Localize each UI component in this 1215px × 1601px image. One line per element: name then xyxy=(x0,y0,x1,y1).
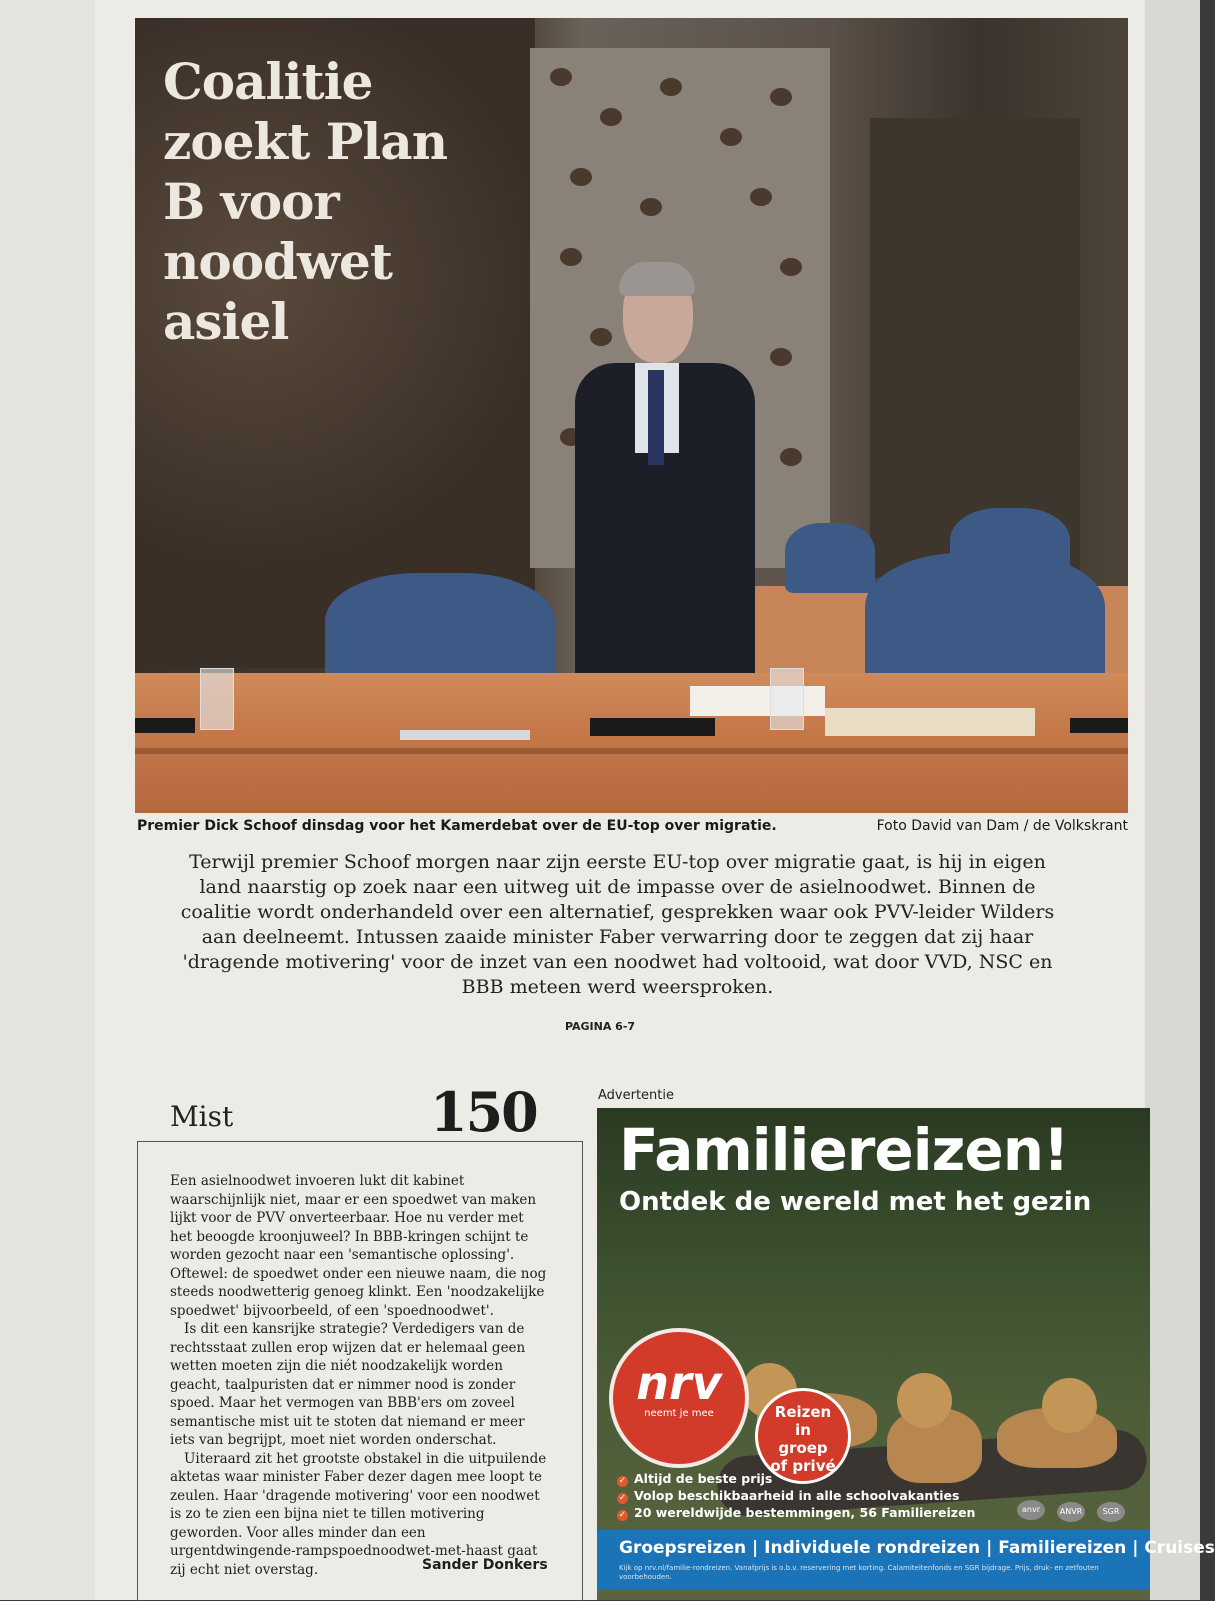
column-paragraph: Een asielnoodwet invoeren lukt dit kabinet waarschijnlijk niet, maar er een spoedwet van maken lijkt voor de PVV onverteerbaar. Hoe nu verder met het beoogde kroonjuweel? In BBB-kringen schijnt te worden gezocht naar een 'semantische oplossing'. Oftewel: de spoedwet onder een nieuwe naam, die nog steeds noodwetterig genoeg klinkt. Een 'noodzakelijke spoedwet' bijvoorbeeld, of een 'spoednoodwet'. xyxy=(170,1173,547,1319)
usp-item xyxy=(617,1488,1117,1504)
usp-text: 20 wereldwijde bestemmingen, 56 Familiereizen xyxy=(634,1505,976,1520)
column-number: 150 xyxy=(430,1080,537,1144)
check-icon: ✓ xyxy=(618,1476,627,1486)
ad-subtitle: Ontdek de wereld met het gezin xyxy=(619,1187,1092,1217)
headline: Coalitie zoekt Plan B voor noodwet asiel xyxy=(163,52,448,351)
desk-edge xyxy=(135,748,1128,754)
stone xyxy=(640,198,662,216)
chair xyxy=(865,553,1105,688)
lead-paragraph: Terwijl premier Schoof morgen naar zijn eerste EU-top over migratie gaat, is hij in eigen land naarstig op zoek naar een uitweg uit de impasse over de asielnoodwet. Binnen de coalitie wordt onderhandeld over een alternatief, gesprekken waar ook PVV-leider Wilders aan deelneemt. Intussen zaaide minister Faber verwarring door te zeggen dat zij haar 'dragende motivering' voor de inzet van een noodwet had voltooid, wat door VVD, NSC en BBB meteen werd weersproken. xyxy=(180,851,1055,998)
microphone-base xyxy=(135,718,195,733)
person-hair xyxy=(619,262,695,296)
check-icon: ✓ xyxy=(618,1510,627,1520)
stone xyxy=(770,88,792,106)
person-tie xyxy=(648,370,664,465)
stone xyxy=(770,348,792,366)
column-title: Mist xyxy=(170,1100,234,1133)
desk xyxy=(135,673,1128,813)
microphone-base xyxy=(590,718,715,736)
check-icon: ✓ xyxy=(618,1493,627,1503)
ad-fine-print: Kijk op nrv.nl/familie-rondreizen. Vanafprijs is o.b.v. reservering met korting. Calamiteitenfonds en SGR bijdrage. Prijs, druk- en zetfouten voorbehouden. xyxy=(619,1564,1099,1581)
paper xyxy=(825,708,1035,736)
stone xyxy=(780,258,802,276)
page-reference: PAGINA 6-7 xyxy=(564,1020,636,1033)
certification-icon: anvr xyxy=(1017,1500,1045,1520)
stone xyxy=(660,78,682,96)
column-paragraph: Is dit een kansrijke strategie? Verdedigers van de rechtsstaat zullen erop wijzen dat er helemaal geen wetten moeten zijn die niét noodzakelijk worden geacht, taalpuristen dat er nimmer nood is zonder spoed. Maar het vermogen van BBB'ers om zoveel semantische mist uit te stoten dat niemand er meer iets van begrijpt, moet niet worden onderschat. xyxy=(170,1321,526,1448)
usp-text: Volop beschikbaarheid in alle schoolvakanties xyxy=(634,1488,960,1503)
ad-categories: Groepsreizen | Individuele rondreizen | Familiereizen | Cruises xyxy=(619,1538,1215,1558)
stone xyxy=(720,128,742,146)
photo-caption: Premier Dick Schoof dinsdag voor het Kamerdebat over de EU-top over migratie. xyxy=(137,818,777,834)
badge-line: in xyxy=(795,1421,811,1439)
stone xyxy=(750,188,772,206)
microphone-base xyxy=(1070,718,1128,733)
photo-credit: Foto David van Dam / de Volkskrant xyxy=(876,818,1128,834)
water-glass xyxy=(770,668,804,730)
lion-cub-head xyxy=(1042,1378,1097,1433)
usp-text: Altijd de beste prijs xyxy=(634,1471,773,1486)
advertisement[interactable] xyxy=(597,1108,1215,1600)
ad-label: Advertentie xyxy=(598,1088,674,1103)
column-author: Sander Donkers xyxy=(422,1557,548,1573)
stone xyxy=(560,248,582,266)
badge-line: of privé xyxy=(770,1457,836,1475)
column-body xyxy=(170,1172,550,1579)
nrv-tagline: neemt je mee xyxy=(644,1408,714,1419)
badge-line: Reizen xyxy=(774,1403,832,1421)
page-right-margin xyxy=(1145,0,1200,1600)
chair xyxy=(785,523,875,593)
travel-badge xyxy=(755,1388,851,1484)
wall-panel-right xyxy=(870,118,1080,578)
nrv-logo-text: nrv xyxy=(636,1356,722,1410)
usp-item xyxy=(617,1471,1117,1487)
water-glass xyxy=(200,668,234,730)
certification-icon: SGR xyxy=(1097,1502,1125,1522)
column-paragraph: Uiteraard zit het grootste obstakel in die uitpuilende aktetas waar minister Faber dezer dagen mee loopt te zeulen. Haar 'dragende motivering' voor een noodwet is zo te zien een bijna niet te tillen motivering geworden. Voor alles minder dan een urgentdwingende-rampspoednoodwet-met-haast gaat zij echt niet overstag. xyxy=(170,1450,547,1578)
certification-icon: ANVR xyxy=(1057,1502,1085,1522)
badge-line: groep xyxy=(778,1439,828,1457)
ad-title: Familiereizen! xyxy=(619,1116,1069,1184)
page-left-margin xyxy=(0,0,95,1600)
name-card xyxy=(400,730,530,740)
paper xyxy=(690,686,825,716)
stone xyxy=(780,448,802,466)
stone xyxy=(600,108,622,126)
nrv-logo xyxy=(609,1328,749,1468)
ad-category-bar[interactable] xyxy=(597,1530,1215,1590)
lion-cub-head xyxy=(897,1373,952,1428)
stone xyxy=(570,168,592,186)
stone xyxy=(590,328,612,346)
stone xyxy=(550,68,572,86)
